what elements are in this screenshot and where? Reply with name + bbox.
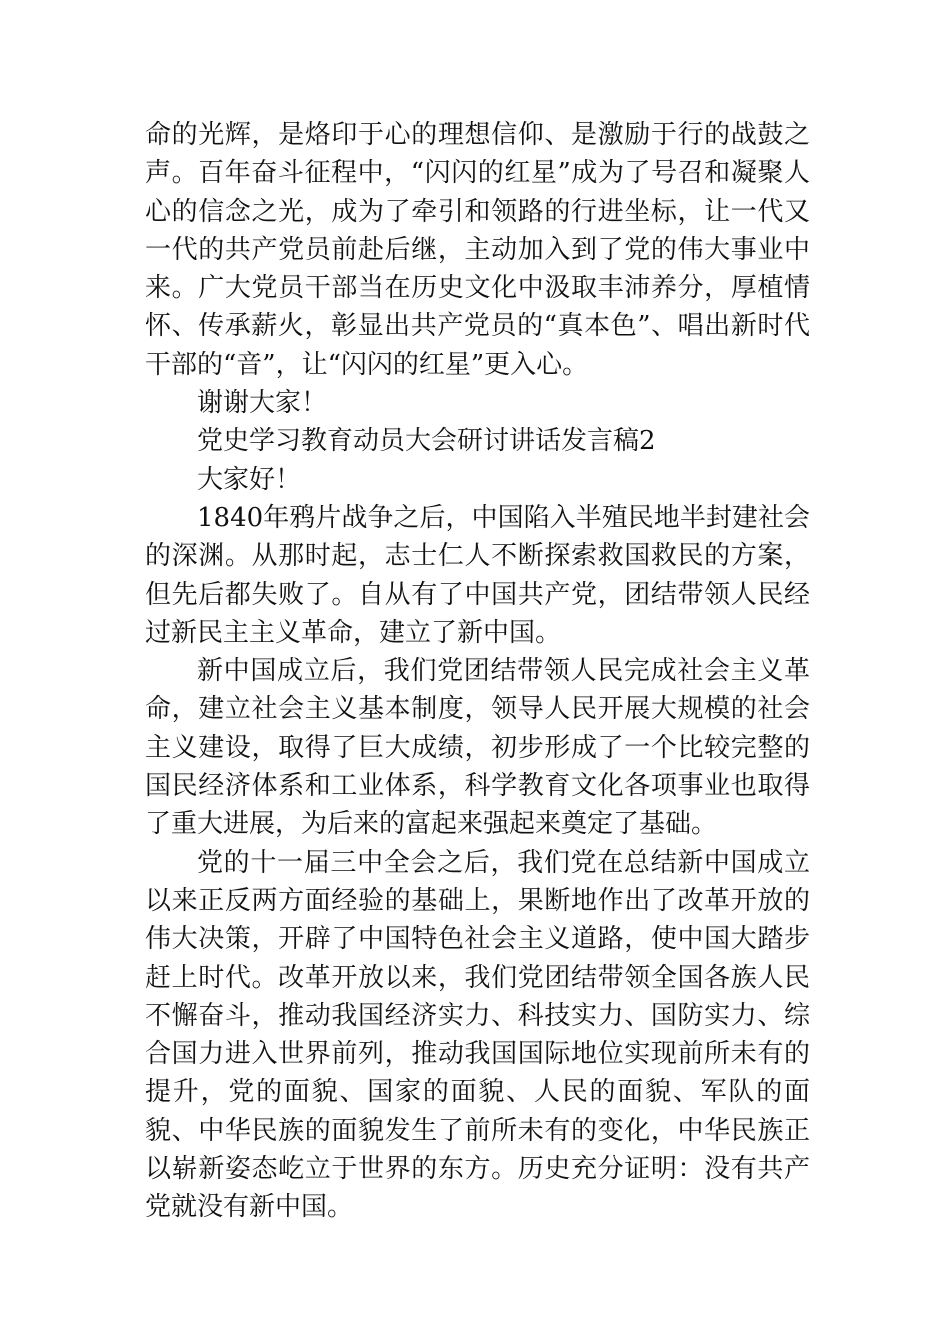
paragraph-thanks: 谢谢大家！: [197, 388, 328, 419]
paragraph-history-1840: 1840年鸦片战争之后，中国陷入半殖民地半封建社会的深渊。从那时起，志士仁人不断探索救国救民的方案，但先后都失败了。自从有了中国共产党，团结带领人民经过新民主主义革命，建立了新中国。: [145, 502, 810, 648]
speech-title: 党史学习教育动员大会研讨讲话发言稿2: [197, 426, 656, 457]
paragraph-reform-opening: 党的十一届三中全会之后，我们党在总结新中国成立以来正反两方面经验的基础上，果断地作出了改革开放的伟大决策，开辟了中国特色社会主义道路，使中国大踏步赶上时代。改革开放以来，我们党团结带领全国各族人民不懈奋斗，推动我国经济实力、科技实力、国防实力、综合国力进入世界前列，推动我国国际地位实现前所未有的提升，党的面貌、国家的面貌、人民的面貌、军队的面貌、中华民族的面貌发生了前所未有的变化，中华民族正以崭新姿态屹立于世界的东方。历史充分证明：没有共产党就没有新中国。: [145, 847, 810, 1223]
paragraph-greeting: 大家好！: [197, 464, 302, 495]
paragraph-continued: 命的光辉，是烙印于心的理想信仰、是激励于行的战鼓之声。百年奋斗征程中，“闪闪的红星”成为了号召和凝聚人心的信念之光，成为了牵引和领路的行进坐标，让一代又一代的共产党员前赴后继，主动加入到了党的伟大事业中来。广大党员干部当在历史文化中汲取丰沛养分，厚植情怀、传承薪火，彰显出共产党员的“真本色”、唱出新时代干部的“音”，让“闪闪的红星”更入心。: [145, 120, 810, 380]
document-body: [145, 116, 810, 1227]
paragraph-new-china: 新中国成立后，我们党团结带领人民完成社会主义革命，建立社会主义基本制度，领导人民开展大规模的社会主义建设，取得了巨大成绩，初步形成了一个比较完整的国民经济体系和工业体系，科学教育文化各项事业也取得了重大进展，为后来的富起来强起来奠定了基础。: [145, 656, 810, 840]
